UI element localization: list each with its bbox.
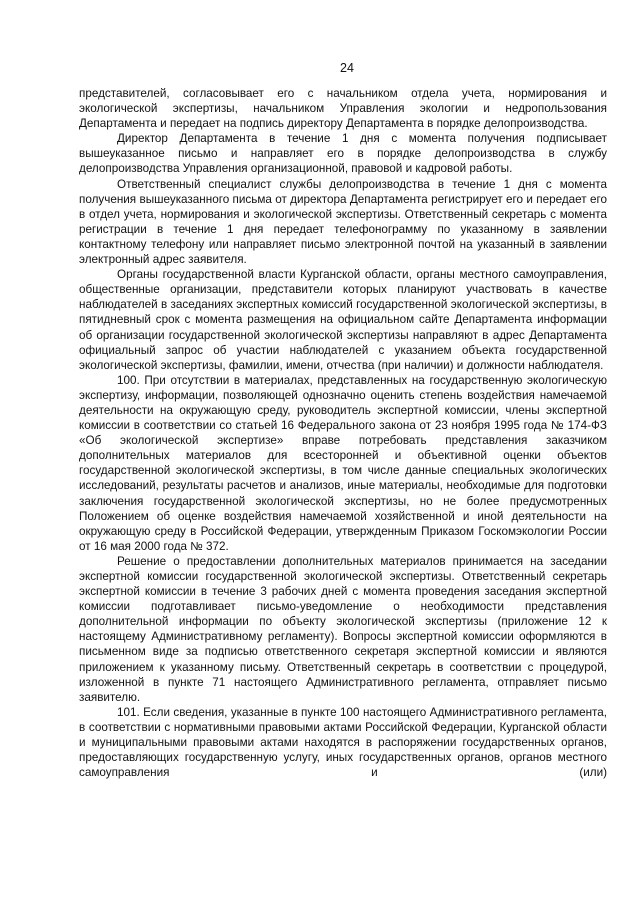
paragraph-approval-routing: представителей, согласовывает его с начальником отдела учета, нормирования и экологической экспертизы, начальником Управления экологии и недропользования Департамента и передает на подпись директору Департамента в порядке делопроизводства. <box>79 87 607 131</box>
paragraph-registration-notice: Ответственный специалист службы делопроизводства в течение 1 дня с момента получения вышеуказанного письма от директора Департамента регистрирует его и передает его в отдел учета, нормирования и экологической экспертизы. Ответственный секретарь с момента регистрации в течение 1 дня передает телефонограмму по указанному в заявлении контактному телефону или направляет письмо электронной почтой на указанный в заявлении электронный адрес заявителя. <box>79 177 607 267</box>
page-number: 24 <box>340 61 354 75</box>
paragraph-additional-materials: Решение о предоставлении дополнительных материалов принимается на заседании экспертной комиссии государственной экологической экспертизы. Ответственный секретарь экспертной комиссии в течение 3 рабочих дней с момента проведения заседания экспертной комиссии подготавливает письмо-уведомление о необходимости представления дополнительной информации по объекту экологической экспертизы (приложение 12 к настоящему Административному регламенту). Вопросы экспертной комиссии оформляются в письменном виде за подписью ответственного секретаря экспертной комиссии и являются приложением к указанному письму. Ответственный секретарь в соответствии с процедурой, изложенной в пункте 71 настоящего Административного регламента, отправляет письмо заявителю. <box>79 554 607 704</box>
paragraph-clause-100: 100. При отсутствии в материалах, представленных на государственную экологическую экспертизу, информации, позволяющей однозначно оценить степень воздействия намечаемой деятельности на окружающую среду, руководитель экспертной комиссии, члены экспертной комиссии в соответствии со статьей 16 Федерального закона от 23 ноября 1995 года № 174-ФЗ «Об экологической экспертизе» вправе потребовать представления заказчиком дополнительных материалов для всесторонней и объективной оценки объектов государственной экологической экспертизы, в том числе данные специальных экологических исследований, результаты расчетов и анализов, иные материалы, необходимые для подготовки заключения государственной экологической экспертизы, но не более предусмотренных Положением об оценке воздействия намечаемой хозяйственной и иной деятельности на окружающую среду в Российской Федерации, утвержденным Приказом Госкомэкологии России от 16 мая 2000 года № 372. <box>79 373 607 553</box>
paragraph-clause-101: 101. Если сведения, указанные в пункте 100 настоящего Административного регламента, в соответствии с нормативными правовыми актами Российской Федерации, Курганской области и муниципальными правовыми актами находятся в распоряжении государственных органов, предоставляющих государственную услугу, иных государственных органов, органов местного самоуправления и (или) <box>79 705 607 780</box>
paragraph-observers-request: Органы государственной власти Курганской области, органы местного самоуправления, общественные организации, представители которых планируют участвовать в качестве наблюдателей в заседаниях экспертных комиссий государственной экологической экспертизы, в пятидневный срок с момента размещения на официальном сайте Департамента информации об организации государственной экологической экспертизы направляют в адрес Департамента официальный запрос об участии наблюдателей с указанием объекта государственной экологической экспертизы, фамилии, имени, отчества (при наличии) и должности наблюдателя. <box>79 268 607 372</box>
paragraph-director-signing: Директор Департамента в течение 1 дня с момента получения подписывает вышеуказанное письмо и направляет его в порядке делопроизводства в службу делопроизводства Управления организационной, правовой и кадровой работы. <box>79 132 607 176</box>
